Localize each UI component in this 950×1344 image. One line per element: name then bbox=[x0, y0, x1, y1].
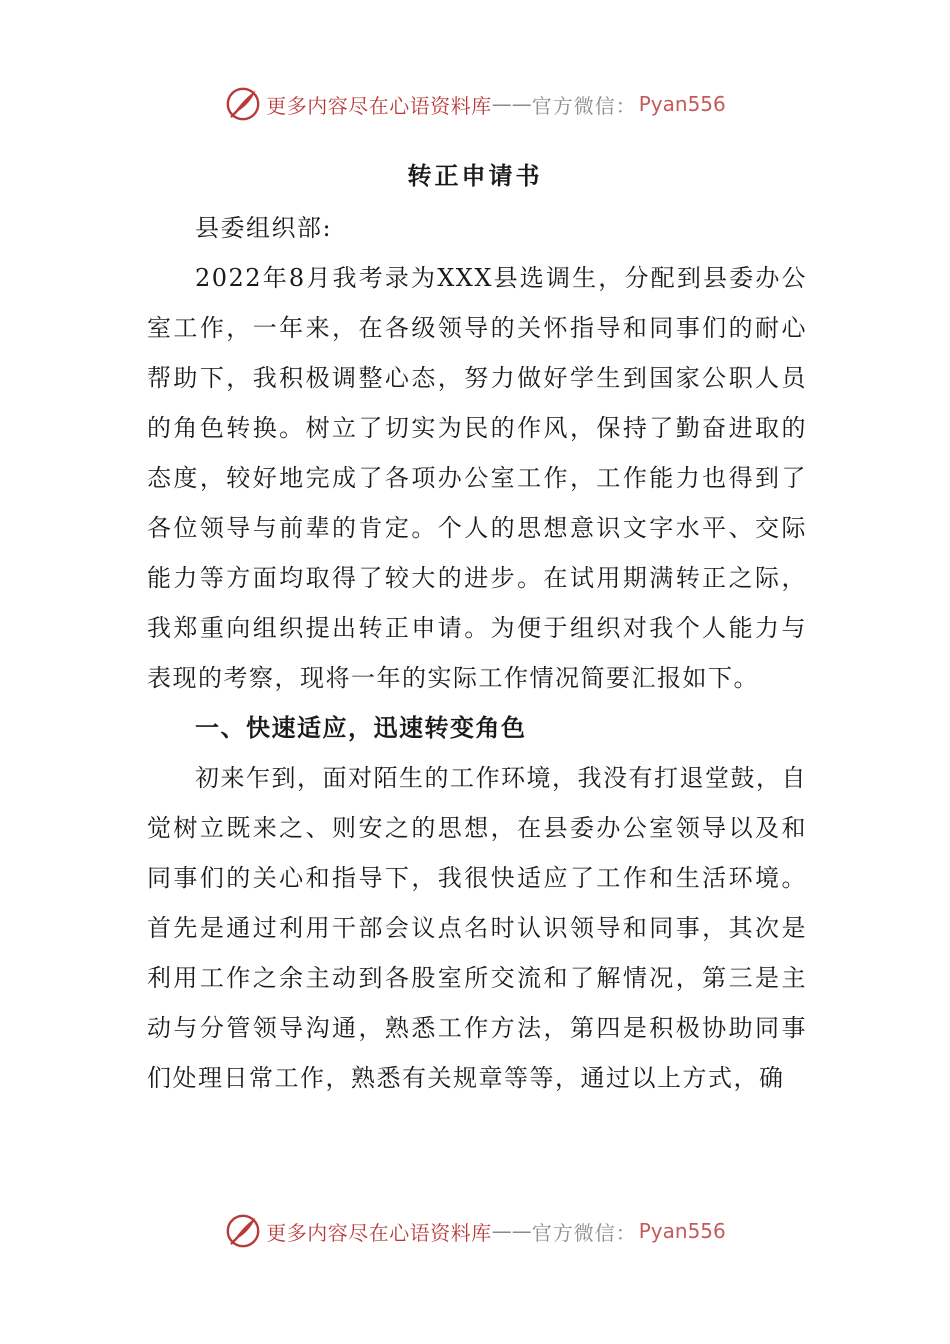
watermark-wechat-id: Pyan556 bbox=[638, 1219, 726, 1243]
section-heading: 一、快速适应，迅速转变角色 bbox=[195, 713, 527, 742]
watermark-text: 更多内容尽在心语资料库 bbox=[266, 93, 492, 118]
quill-pen-logo-icon bbox=[224, 85, 262, 123]
watermark-separator: —— bbox=[491, 1219, 532, 1243]
quill-pen-logo-icon bbox=[224, 1212, 262, 1250]
watermark-separator: —— bbox=[491, 92, 532, 116]
header-watermark bbox=[0, 80, 950, 128]
document-title: 转正申请书 bbox=[407, 161, 543, 190]
document-body bbox=[147, 203, 807, 1103]
watermark-wechat-id: Pyan556 bbox=[638, 92, 726, 116]
watermark-text: 更多内容尽在心语资料库 bbox=[266, 1220, 492, 1245]
footer-watermark bbox=[0, 1207, 950, 1255]
salutation: 县委组织部: bbox=[195, 214, 333, 242]
body-paragraph: 2022年8月我考录为XXX县选调生，分配到县委办公室工作，一年来，在各级领导的关怀指导和同事们的耐心帮助下，我积极调整心态，努力做好学生到国家公职人员的角色转换。树立了切实为民的作风，保持了勤奋进取的态度，较好地完成了各项办公室工作，工作能力也得到了各位领导与前辈的肯定。个人的思想意识文字水平、交际能力等方面均取得了较大的进步。在试用期满转正之际，我郑重向组织提出转正申请。为便于组织对我个人能力与表现的考察，现将一年的实际工作情况简要汇报如下。 bbox=[147, 264, 807, 692]
watermark-wechat-label: 官方微信： bbox=[531, 1220, 637, 1245]
section-paragraph: 初来乍到，面对陌生的工作环境，我没有打退堂鼓，自觉树立既来之、则安之的思想，在县委办公室领导以及和同事们的关心和指导下，我很快适应了工作和生活环境。首先是通过利用干部会议点名时认识领导和同事，其次是利用工作之余主动到各股室所交流和了解情况，第三是主动与分管领导沟通，熟悉工作方法，第四是积极协助同事们处理日常工作，熟悉有关规章等等，通过以上方式，确 bbox=[147, 764, 807, 1092]
watermark-wechat-label: 官方微信： bbox=[531, 93, 637, 118]
